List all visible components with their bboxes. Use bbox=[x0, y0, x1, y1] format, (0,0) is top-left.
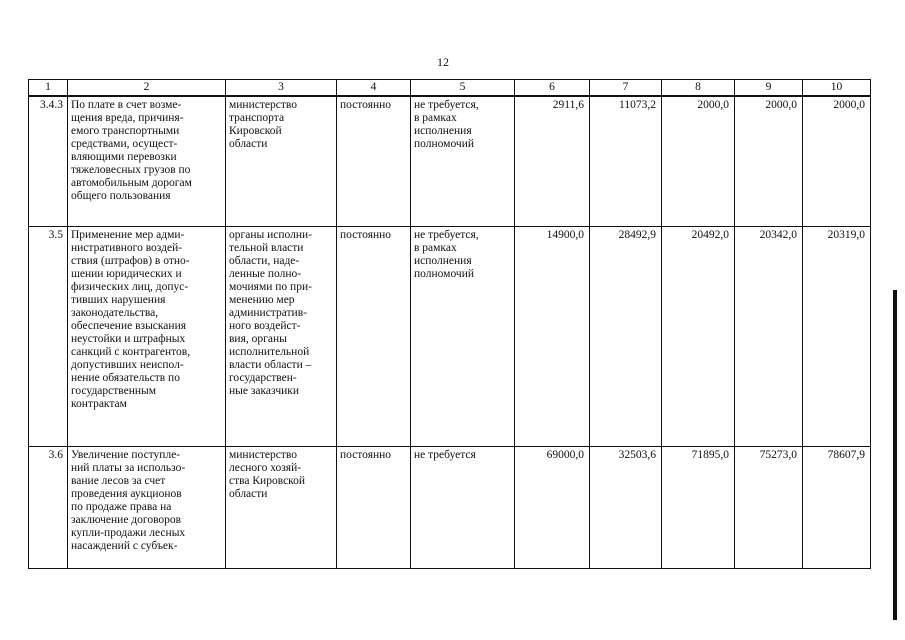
row-description: По плате в счет возме- щения вреда, причиня- емого транспортными средствами, осущест- вляющими перевозки тяжеловесных грузов по автомобильным дорогам общего пользования bbox=[68, 96, 226, 227]
row-code: 3.5 bbox=[29, 227, 68, 447]
column-header: 8 bbox=[662, 80, 735, 97]
table-row bbox=[29, 447, 871, 569]
column-header: 6 bbox=[515, 80, 590, 97]
column-header: 4 bbox=[337, 80, 411, 97]
table-row bbox=[29, 227, 871, 447]
row-value-8: 20492,0 bbox=[662, 227, 735, 447]
row-period: постоянно bbox=[337, 96, 411, 227]
row-description: Применение мер адми- нистративного воздей- ствия (штрафов) в отно- шении юридических и физических лиц, допус- тивших нарушения законодательства, обеспечение взыскания неустойки и штрафных санкций с контрагентов, допустивших неиспол- нение обязательств по государственным контрактам bbox=[68, 227, 226, 447]
row-value-7: 28492,9 bbox=[590, 227, 662, 447]
table-header-row bbox=[29, 80, 871, 97]
row-value-6: 2911,6 bbox=[515, 96, 590, 227]
row-value-9: 20342,0 bbox=[735, 227, 803, 447]
row-code: 3.4.3 bbox=[29, 96, 68, 227]
column-header: 10 bbox=[803, 80, 871, 97]
row-value-8: 71895,0 bbox=[662, 447, 735, 569]
table-row bbox=[29, 96, 871, 227]
row-funding: не требуется, в рамках исполнения полномочий bbox=[411, 96, 515, 227]
column-header: 7 bbox=[590, 80, 662, 97]
row-funding: не требуется, в рамках исполнения полномочий bbox=[411, 227, 515, 447]
row-value-10: 2000,0 bbox=[803, 96, 871, 227]
row-executor: органы исполни- тельной власти области, наде- ленные полно- мочиями по при- менению мер административ- ного воздейст- вия, органы исполнительной власти области – государствен- ные заказчики bbox=[226, 227, 337, 447]
row-value-8: 2000,0 bbox=[662, 96, 735, 227]
row-value-10: 78607,9 bbox=[803, 447, 871, 569]
row-value-6: 69000,0 bbox=[515, 447, 590, 569]
row-value-6: 14900,0 bbox=[515, 227, 590, 447]
page-number: 12 bbox=[437, 55, 449, 69]
row-value-7: 32503,6 bbox=[590, 447, 662, 569]
row-value-9: 75273,0 bbox=[735, 447, 803, 569]
row-period: постоянно bbox=[337, 227, 411, 447]
column-header: 5 bbox=[411, 80, 515, 97]
row-code: 3.6 bbox=[29, 447, 68, 569]
scan-edge-line bbox=[893, 290, 897, 620]
row-value-7: 11073,2 bbox=[590, 96, 662, 227]
row-executor: министерство транспорта Кировской области bbox=[226, 96, 337, 227]
column-header: 3 bbox=[226, 80, 337, 97]
row-period: постоянно bbox=[337, 447, 411, 569]
column-header: 1 bbox=[29, 80, 68, 97]
row-executor: министерство лесного хозяй- ства Кировской области bbox=[226, 447, 337, 569]
row-value-9: 2000,0 bbox=[735, 96, 803, 227]
row-funding: не требуется bbox=[411, 447, 515, 569]
column-header: 2 bbox=[68, 80, 226, 97]
data-table bbox=[28, 79, 871, 569]
column-header: 9 bbox=[735, 80, 803, 97]
row-description: Увеличение поступле- ний платы за использо- вание лесов за счет проведения аукционов по продаже права на заключение договоров купли-продажи лесных насаждений с субъек- bbox=[68, 447, 226, 569]
row-value-10: 20319,0 bbox=[803, 227, 871, 447]
